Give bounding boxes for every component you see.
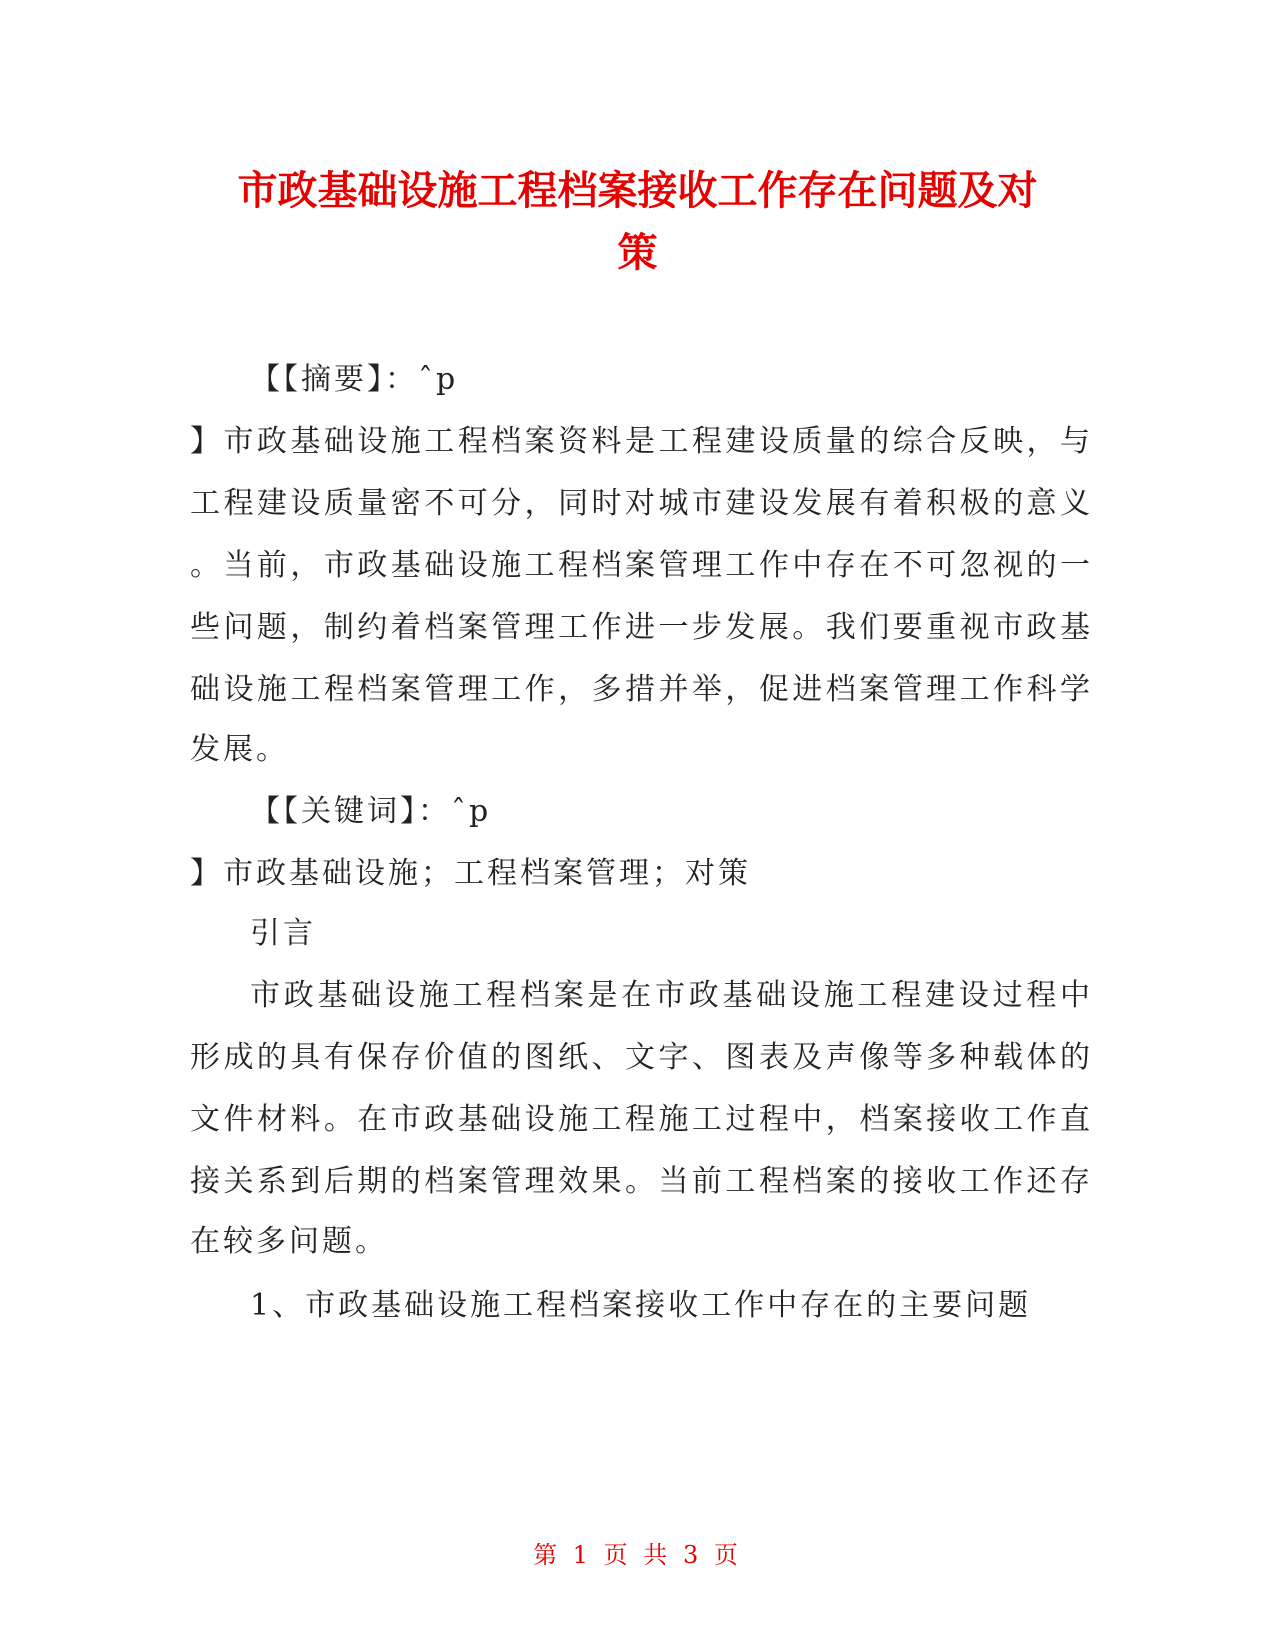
title-line-1: 市政基础设施工程档案接收工作存在问题及对 bbox=[237, 168, 1038, 214]
intro-line: 在较多问题。 bbox=[190, 1224, 388, 1259]
title-line-2: 策 bbox=[617, 230, 658, 276]
intro-line: 市政基础设施工程档案是在市政基础设施工程建设过程中 bbox=[250, 978, 1090, 1013]
abstract-line: 工程建设质量密不可分，同时对城市建设发展有着积极的意义 bbox=[190, 486, 1090, 521]
abstract-line: 发展。 bbox=[190, 732, 289, 767]
abstract-label: 【【摘要】：ˆp bbox=[250, 362, 459, 397]
section-heading: 1、市政基础设施工程档案接收工作中存在的主要问题 bbox=[250, 1288, 1032, 1323]
intro-heading: 引言 bbox=[250, 916, 316, 951]
abstract-line: 些问题，制约着档案管理工作进一步发展。我们要重视市政基 bbox=[190, 610, 1090, 645]
intro-line: 形成的具有保存价值的图纸、文字、图表及声像等多种载体的 bbox=[190, 1040, 1090, 1075]
page-number: 第 1 页 共 3 页 bbox=[533, 1541, 742, 1569]
keywords-line: 】市政基础设施；工程档案管理；对策 bbox=[190, 856, 751, 891]
intro-line: 接关系到后期的档案管理效果。当前工程档案的接收工作还存 bbox=[190, 1164, 1090, 1199]
intro-line: 文件材料。在市政基础设施工程施工过程中，档案接收工作直 bbox=[190, 1102, 1090, 1137]
document-title bbox=[180, 160, 1095, 284]
abstract-line: 础设施工程档案管理工作，多措并举，促进档案管理工作科学 bbox=[190, 672, 1090, 707]
keywords-label: 【【关键词】：ˆp bbox=[250, 794, 492, 829]
abstract-line: 。当前，市政基础设施工程档案管理工作中存在不可忽视的一 bbox=[190, 548, 1090, 583]
abstract-line: 】市政基础设施工程档案资料是工程建设质量的综合反映，与 bbox=[190, 424, 1090, 459]
